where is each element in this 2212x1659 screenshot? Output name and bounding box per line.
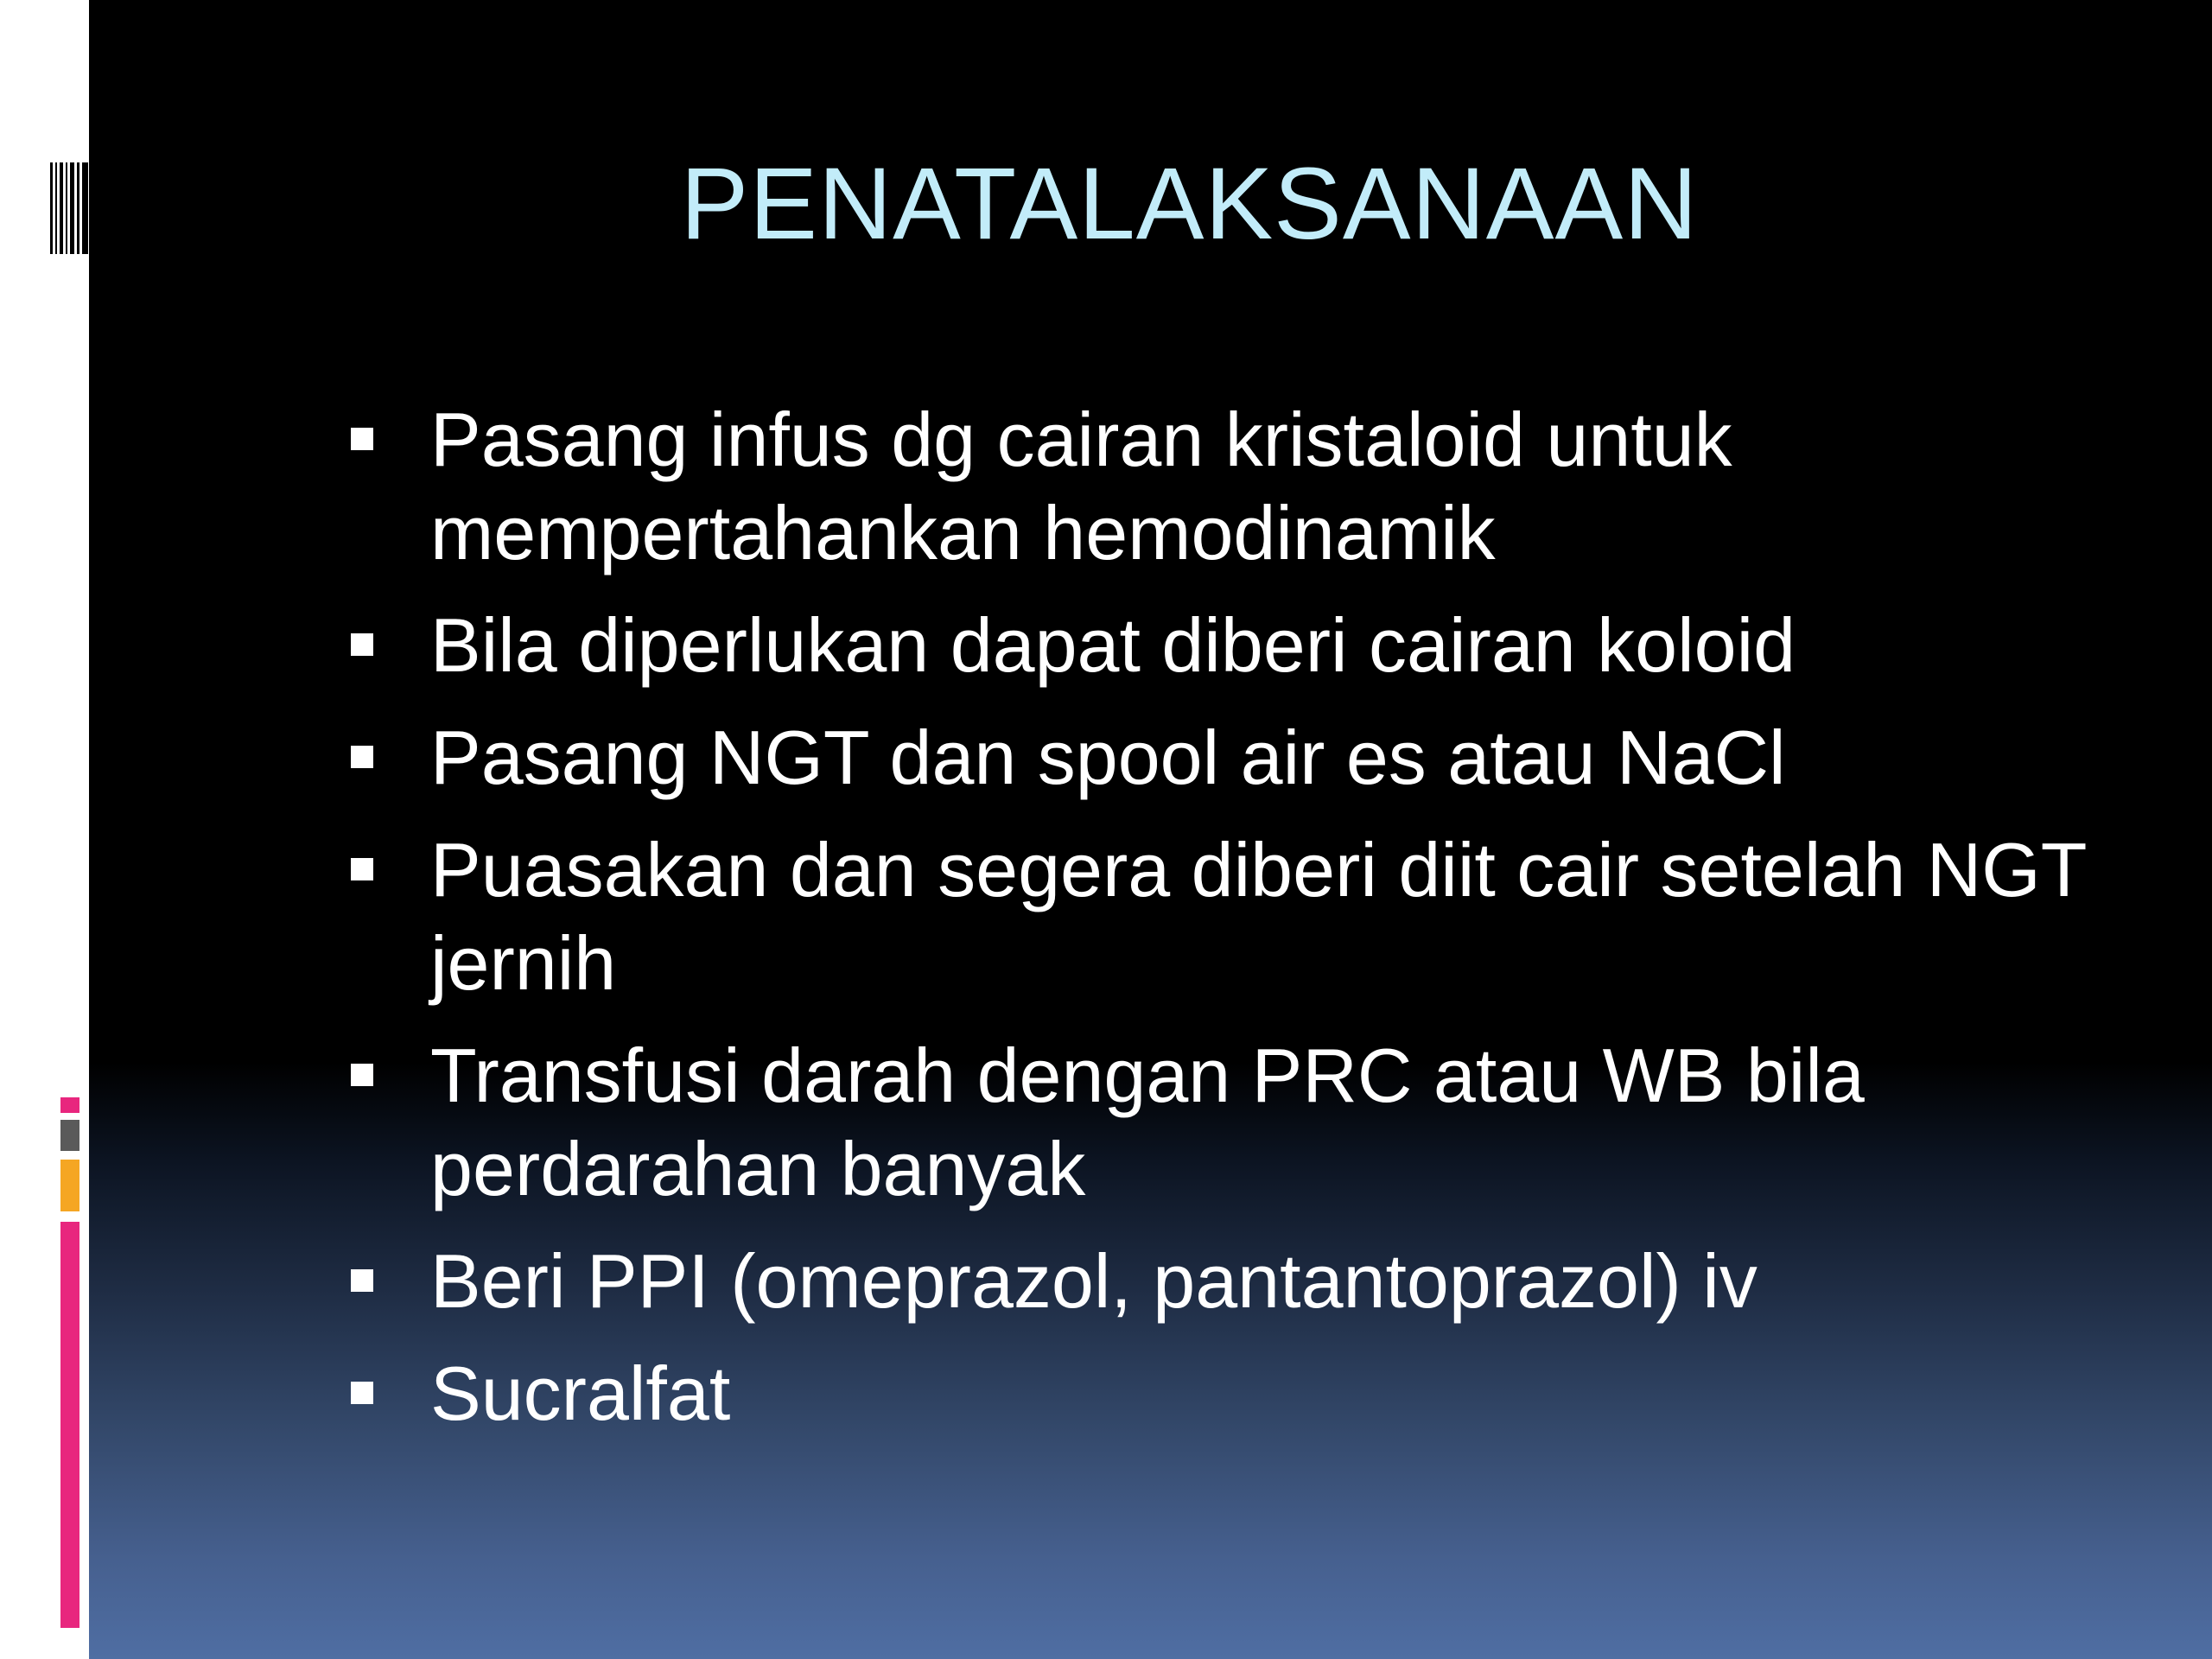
bullet-text: Pasang NGT dan spool air es atau NaCl [430, 715, 1786, 800]
bullet-list [257, 393, 2158, 1459]
list-item [257, 823, 2158, 1010]
barcode-decoration [50, 162, 88, 254]
bullet-text: Pasang infus dg cairan kristaloid untuk mempertahankan hemodinamik [430, 397, 1732, 575]
list-item [257, 1235, 2158, 1328]
square-bullet-icon [351, 428, 373, 450]
bullet-text: Transfusi darah dengan PRC atau WB bila perdarahan banyak [430, 1033, 1865, 1211]
bullet-text: Bila diperlukan dapat diberi cairan koloid [430, 602, 1796, 688]
accent-bars-decoration [60, 1097, 79, 1633]
square-bullet-icon [351, 1064, 373, 1086]
square-bullet-icon [351, 858, 373, 880]
list-item [257, 1029, 2158, 1216]
square-bullet-icon [351, 1382, 373, 1404]
square-bullet-icon [351, 633, 373, 656]
bullet-text: Beri PPI (omeprazol, pantantoprazol) iv [430, 1238, 1758, 1324]
list-item [257, 393, 2158, 580]
slide-content [89, 0, 2212, 1659]
list-item [257, 711, 2158, 804]
slide-title: PENATALAKSANAAN [680, 147, 1699, 261]
list-item [257, 1347, 2158, 1440]
bullet-text: Puasakan dan segera diberi diit cair setelah NGT jernih [430, 827, 2086, 1006]
square-bullet-icon [351, 1269, 373, 1292]
bullet-text: Sucralfat [430, 1351, 731, 1436]
list-item [257, 599, 2158, 692]
square-bullet-icon [351, 746, 373, 768]
